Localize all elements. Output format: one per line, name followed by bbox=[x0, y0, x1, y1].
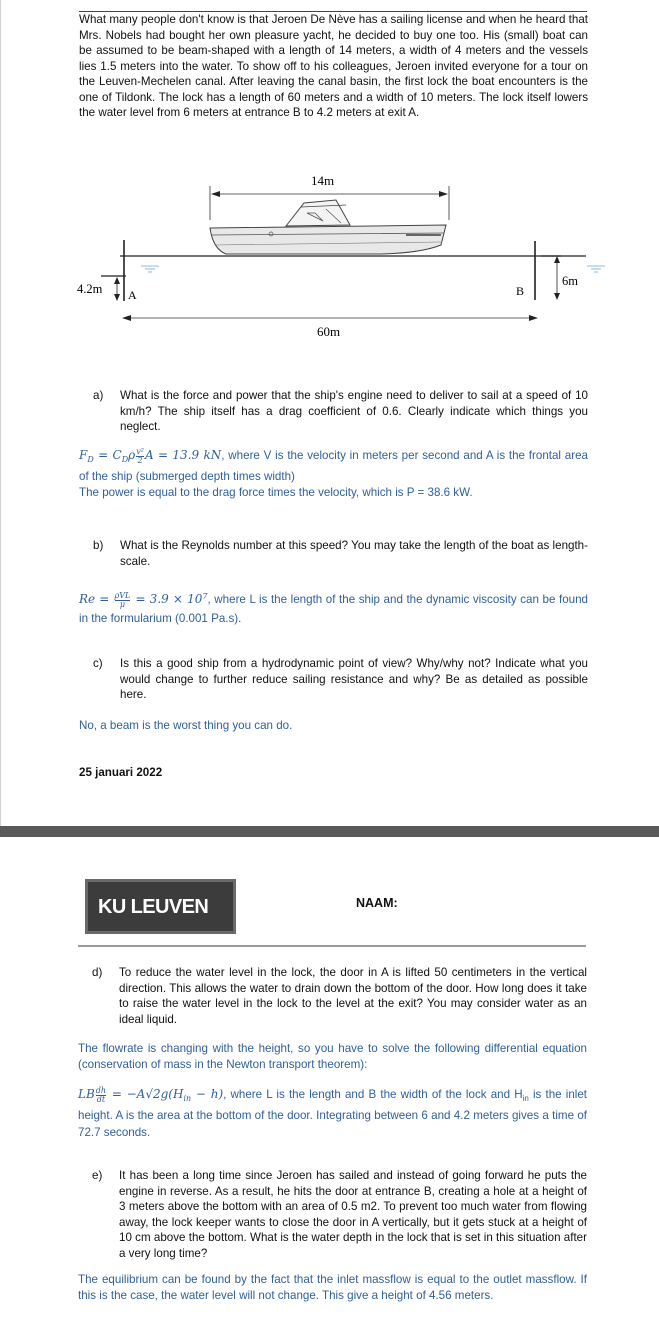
level-b-label: 6m bbox=[562, 274, 578, 288]
exam-date: 25 januari 2022 bbox=[79, 766, 163, 779]
intro-paragraph: What many people don't know is that Jeroen De Nève has a sailing license and when he heard that Mrs. Nobels had bought her own pleasure yacht, he decided to buy one too. His (small) boat can be assumed to be beam-shaped with a length of 14 meters, a width of 4 meters and the vessels lies 1.5 meters into the water. To show off to his colleagues, Jeroen invited everyone for a tour on the Leuven-Mechelen canal. After leaving the canal basin, the first lock the boat encounters is the one of Tildonk. The lock has a length of 60 meters and a width of 10 meters. The lock itself lowers the water level from 6 meters at entrance B to 4.2 meters at exit A. bbox=[79, 13, 588, 119]
question-d: d) To reduce the water level in the lock, the door in A is lifted 50 centimeters in the vertical direction. This allows the water to drain down the bottom of the door. How long does it take to raise the water level in the lock to the level at the exit? You may consider water as an ideal liquid. bbox=[92, 966, 587, 1026]
label-b: B bbox=[516, 284, 525, 298]
level-a-label: 4.2m bbox=[77, 282, 103, 296]
answer-c: No, a beam is the worst thing you can do. bbox=[79, 719, 293, 732]
label-a: A bbox=[128, 288, 137, 302]
page-separator bbox=[0, 826, 659, 837]
answer-d-intro: The flowrate is changing with the height, so you have to solve the following differential equation (conservation of mass in the Newton transport theorem): bbox=[78, 1042, 587, 1071]
question-b: b) What is the Reynolds number at this speed? You may take the length of the boat as length-scale. bbox=[93, 539, 588, 568]
boat-drawing bbox=[210, 200, 446, 254]
answer-d-formula: LB $\frac{dh}{dt}$ = $-A√2g(H_{in} - h)$, where L is the length and B the width of the lock and $H_{in}$ is the inlet height. A is the area at the bottom of the door. Integrating between 6 and 4.2 meters gives a time of 72.7 seconds. bbox=[78, 1086, 588, 1139]
question-a: a) What is the force and power that the ship's engine need to deliver to sail at a speed of 10 km/h? The ship itself has a drag coefficient of 0.6. Clearly indicate which things you neglect. bbox=[93, 389, 588, 433]
answer-b: Re = ρVL μ = $3.9 \times 10^7$, where L is the length of the ship and the dynamic viscosity can be found in the formularium (0.001 Pa.s). bbox=[79, 591, 588, 625]
boat-length-label: 14m bbox=[311, 173, 335, 188]
ku-leuven-logo: KU LEUVEN bbox=[85, 879, 236, 934]
question-e: e) It has been a long time since Jeroen has sailed and instead of going forward he puts the engine in reverse. As a result, he hits the door at entrance B, creating a hole at a height of 3 meters above the bottom with an area of 0.5 m2. To prevent too much water from flowing away, the lock keeper wants to close the door in A vertically, but it gets stuck at a height of 10 cm above the bottom. What is the water depth in the lock that is set in this situation after a very long time? bbox=[92, 1169, 587, 1260]
answer-a: $F_D = C_D\rho$ $\frac{\text{v²}}{2}$ A = 13.9 kN, where V is the velocity in meters per second and A is the frontal area of the ship (submerged depth times width) The power is equal to the drag force times the velocity, which is P = 38.6 kW. bbox=[79, 447, 588, 499]
answer-e: The equilibrium can be found by the fact that the inlet massflow is equal to the outlet massflow. If this is the case, the water level will not change. This give a height of 4.56 meters. bbox=[78, 1273, 587, 1302]
lock-length-label: 60m bbox=[317, 324, 341, 339]
water-level-icon-right bbox=[587, 266, 605, 272]
water-level-icon-left bbox=[141, 266, 159, 272]
lock-diagram bbox=[1, 165, 659, 395]
question-c: c) Is this a good ship from a hydrodynamic point of view? Why/why not? Indicate what you would change to further reduce sailing resistance and why? Be as detailed as possible here. bbox=[93, 657, 588, 701]
name-field-label: NAAM: bbox=[356, 896, 398, 910]
header-rule bbox=[78, 945, 586, 947]
